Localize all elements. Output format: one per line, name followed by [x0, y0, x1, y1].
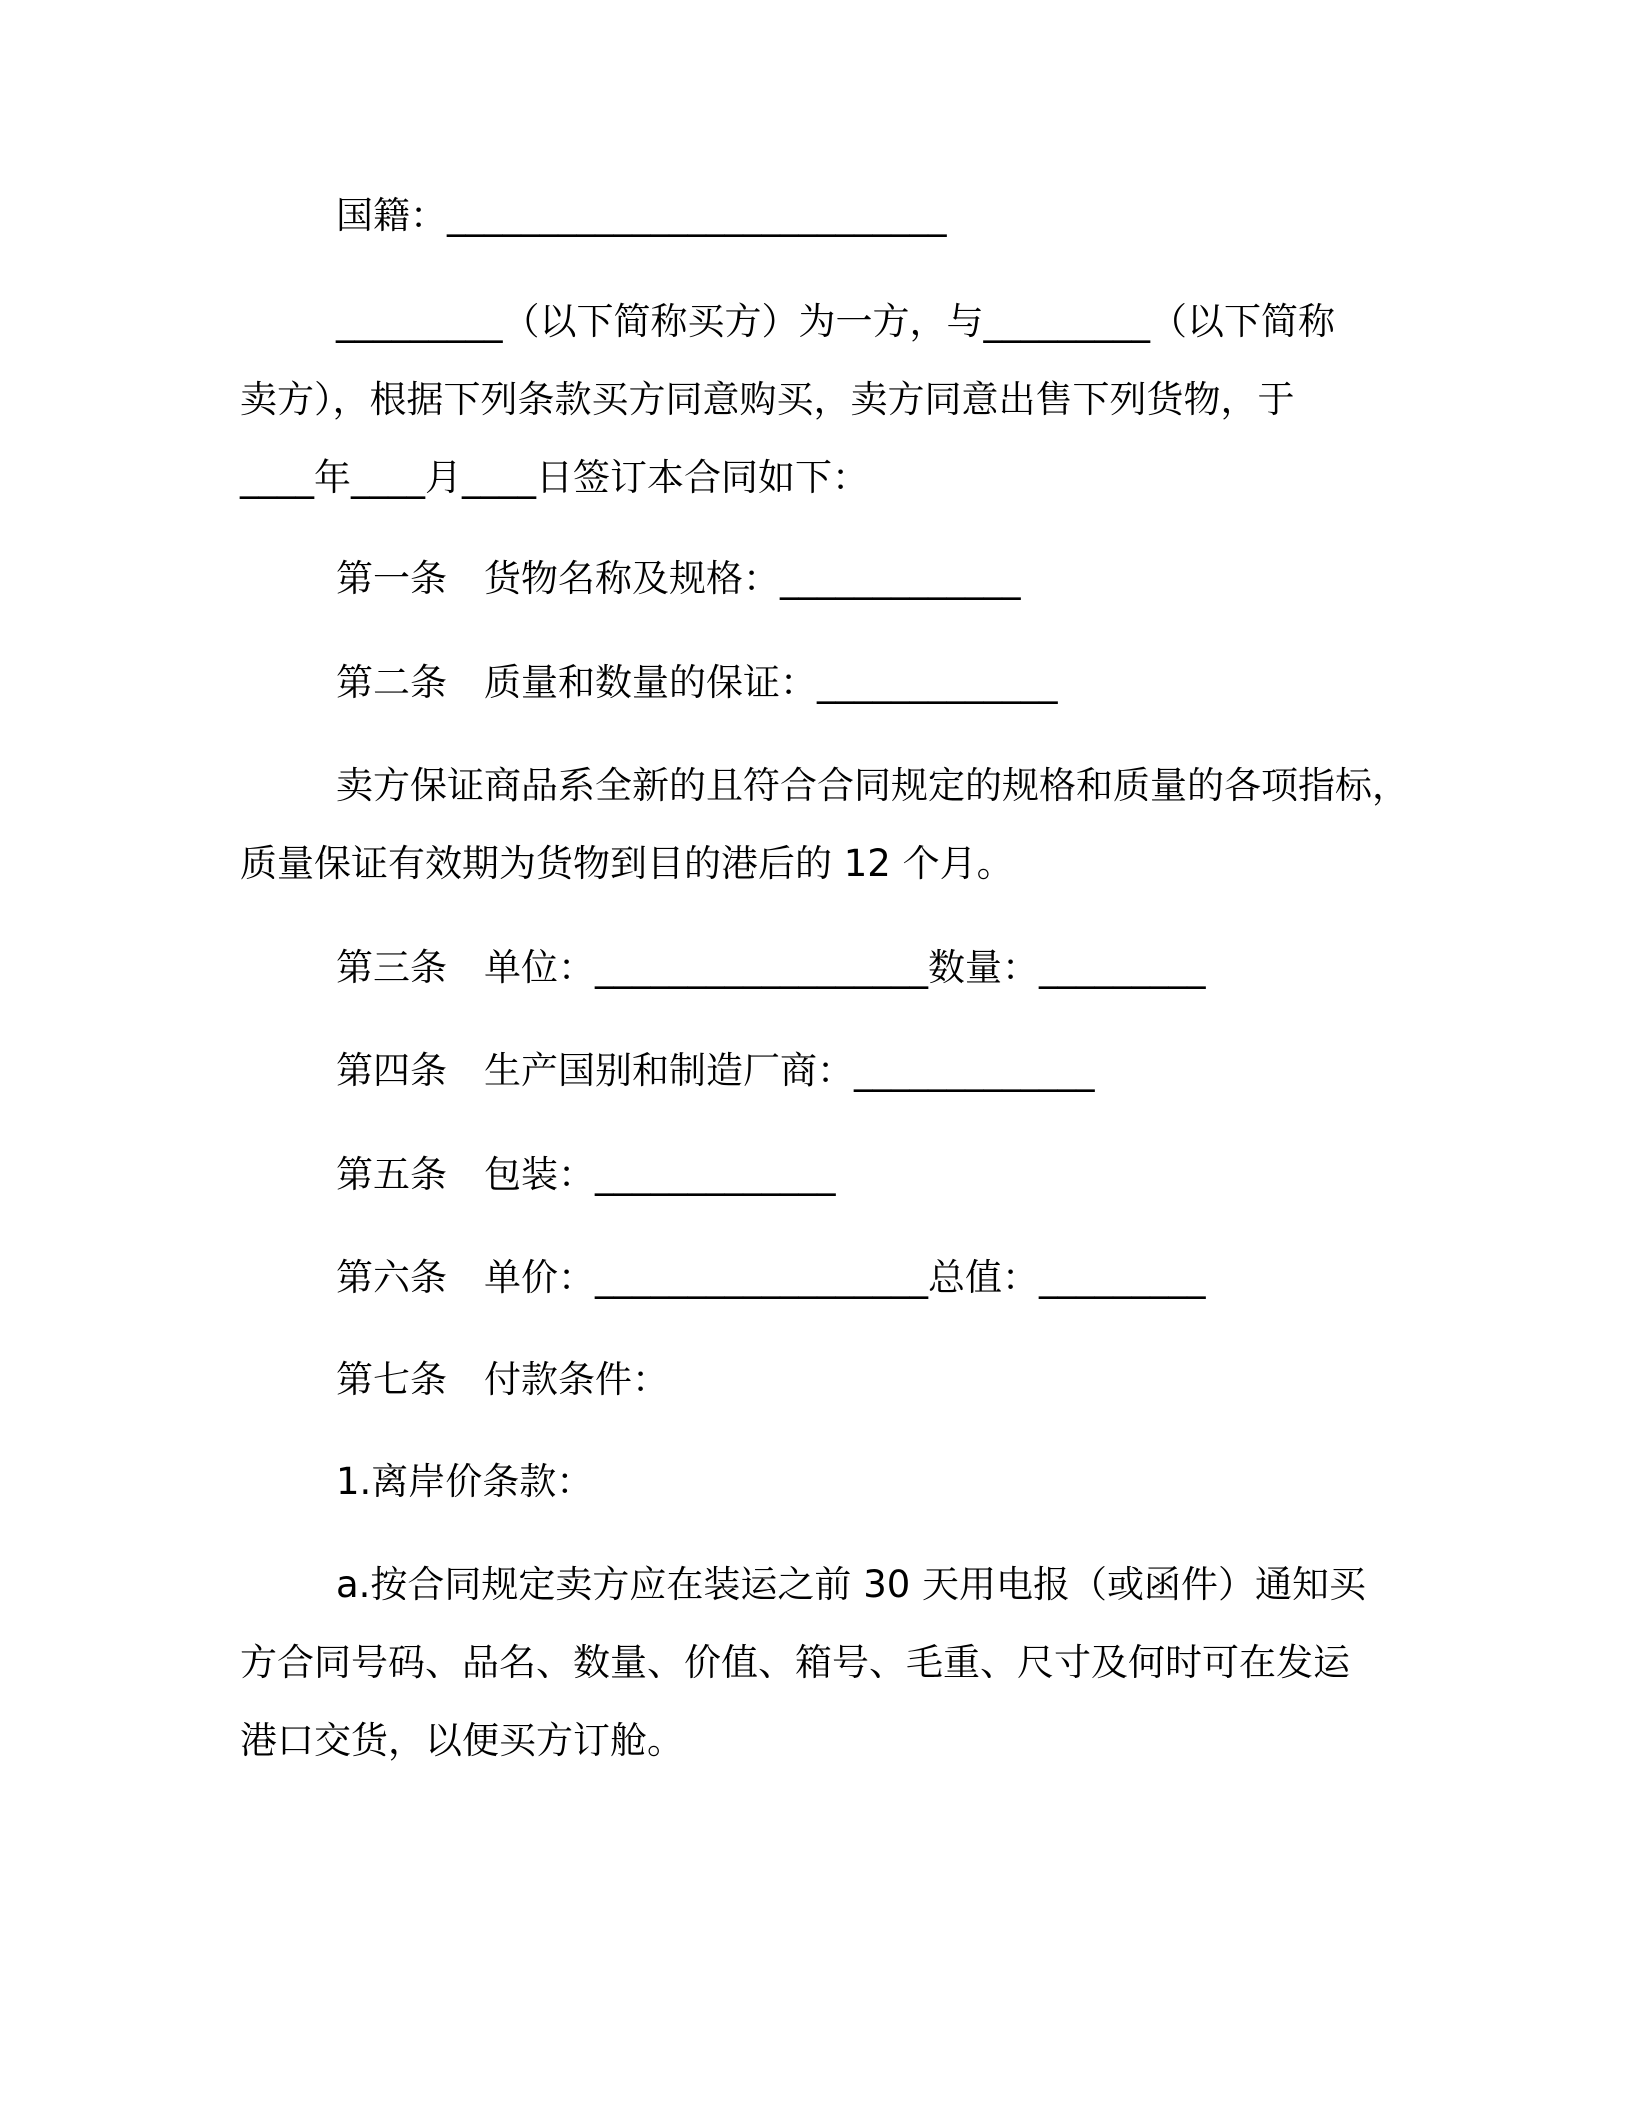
article-2: 第二条 质量和数量的保证：_____________: [336, 661, 1058, 704]
clause-a-line-3: 港口交货，以便买方订舱。: [240, 1719, 684, 1762]
article-1: 第一条 货物名称及规格：_____________: [336, 557, 1021, 600]
clause-a-line-2: 方合同号码、品名、数量、价值、箱号、毛重、尺寸及何时可在发运: [240, 1641, 1350, 1684]
warranty-line-1: 卖方保证商品系全新的且符合合同规定的规格和质量的各项指标，: [336, 764, 1409, 807]
parties-line-2: 卖方），根据下列条款买方同意购买，卖方同意出售下列货物，于: [240, 378, 1295, 421]
clause-1-heading: 1.离岸价条款：: [336, 1460, 594, 1503]
article-6: 第六条 单价：__________________总值：_________: [336, 1256, 1206, 1299]
article-4: 第四条 生产国别和制造厂商：_____________: [336, 1049, 1095, 1092]
parties-line-3: ____年____月____日签订本合同如下：: [240, 456, 869, 499]
nationality-line: 国籍：___________________________: [336, 194, 947, 237]
article-7: 第七条 付款条件：: [336, 1358, 669, 1401]
article-3: 第三条 单位：__________________数量：_________: [336, 946, 1206, 989]
warranty-line-2: 质量保证有效期为货物到目的港后的 12 个月。: [240, 842, 1014, 885]
parties-line-1: _________（以下简称买方）为一方，与_________（以下简称: [336, 300, 1335, 343]
clause-a-line-1: a.按合同规定卖方应在装运之前 30 天用电报（或函件）通知买: [336, 1563, 1367, 1606]
article-5: 第五条 包装：_____________: [336, 1153, 836, 1196]
